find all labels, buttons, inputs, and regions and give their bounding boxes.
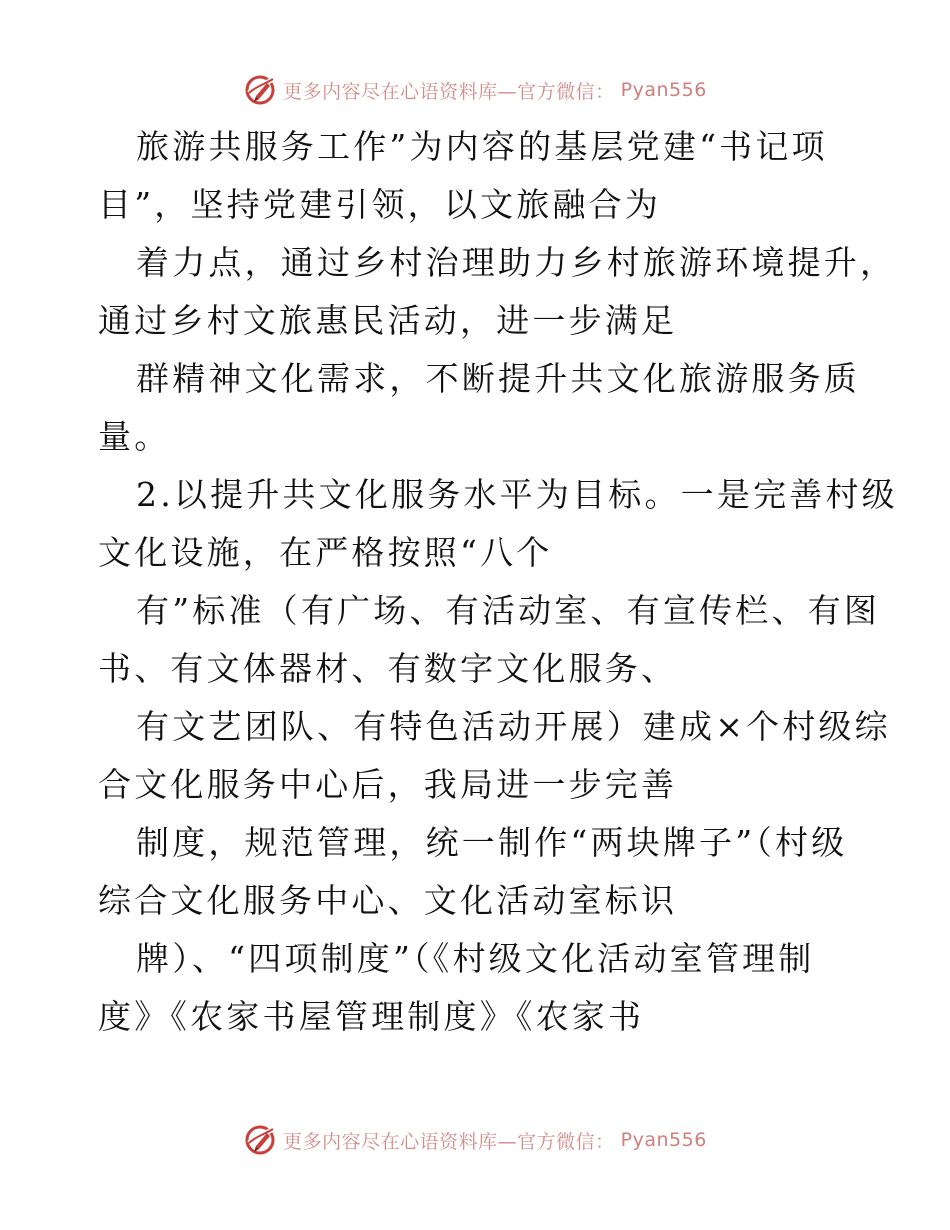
text-line: 书、有文体器材、有数字文化服务、 <box>98 649 678 688</box>
text-line: 目”，坚持党建引领，以文旅融合为 <box>98 185 662 224</box>
text-line: 量。 <box>98 417 171 456</box>
pen-logo-icon <box>243 73 277 107</box>
text-line: 着力点，通过乡村治理助力乡村旅游环境提升， <box>136 243 897 282</box>
text-line: 有”标准（有广场、有活动室、有宣传栏、有图 <box>136 591 881 630</box>
text-line: 2.以提升共文化服务水平为目标。一是完善村级 <box>136 475 898 514</box>
text-line: 群精神文化需求，不断提升共文化旅游服务质 <box>136 359 860 398</box>
text-line: 旅游共服务工作”为内容的基层党建“书记项 <box>136 127 828 166</box>
watermark-wechat-id: Pyan556 <box>620 79 707 101</box>
text-line: 牌）、“四项制度”（《村级文化活动室管理制 <box>136 939 815 978</box>
watermark-text: 更多内容尽在心语资料库—官方微信： <box>283 80 615 103</box>
pen-logo-icon <box>243 1123 277 1157</box>
text-line: 度》《农家书屋管理制度》《农家书 <box>98 997 645 1036</box>
text-line: 有文艺团队、有特色活动开展）建成×个村级综 <box>136 707 891 746</box>
watermark-wechat-id: Pyan556 <box>620 1129 707 1151</box>
header-watermark <box>0 70 950 110</box>
text-line: 综合文化服务中心、文化活动室标识 <box>98 881 678 920</box>
text-line: 文化设施，在严格按照“八个 <box>98 533 553 572</box>
watermark-text: 更多内容尽在心语资料库—官方微信： <box>283 1130 615 1153</box>
footer-watermark <box>0 1120 950 1160</box>
document-body <box>98 118 898 1046</box>
text-line: 通过乡村文旅惠民活动，进一步满足 <box>98 301 678 340</box>
text-line: 合文化服务中心后，我局进一步完善 <box>98 765 678 804</box>
text-line: 制度，规范管理，统一制作“两块牌子”（村级 <box>136 823 848 862</box>
